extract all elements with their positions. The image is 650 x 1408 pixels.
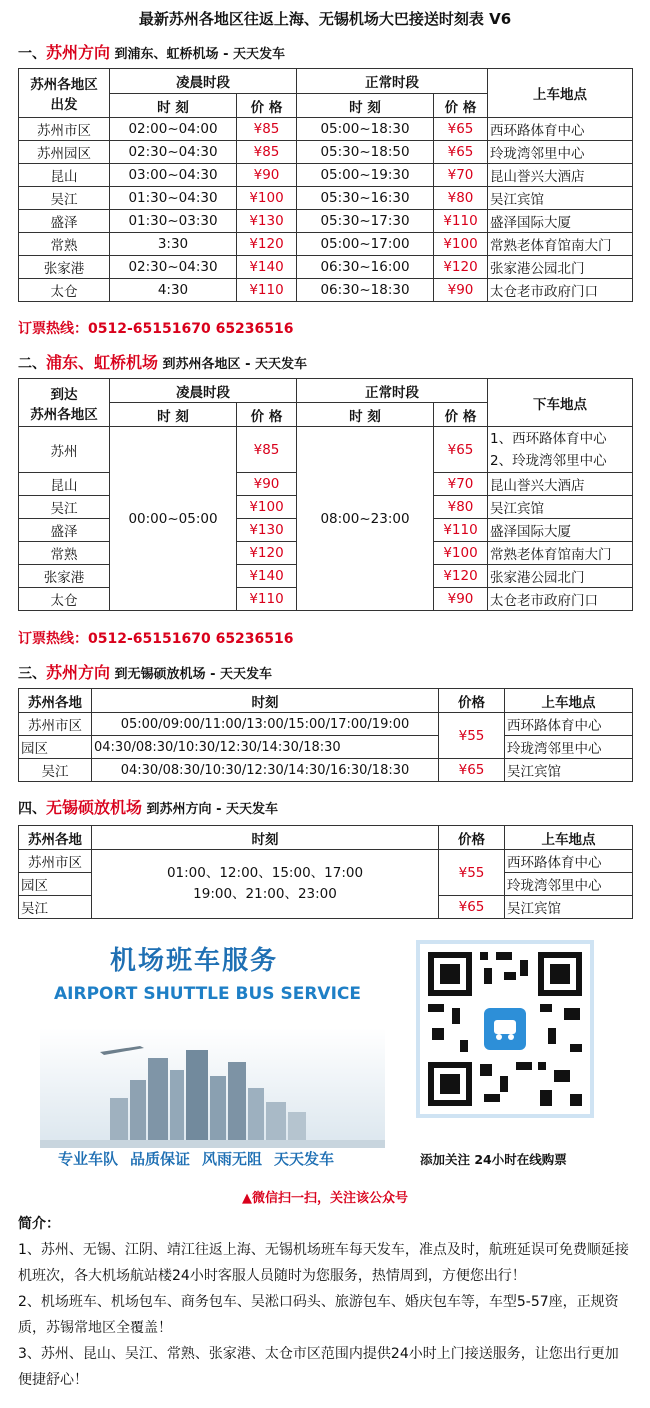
page-title: 最新苏州各地区往返上海、无锡机场大巴接送时刻表 V6: [138, 10, 512, 28]
table-row: 苏州市区 05:00/09:00/11:00/13:00/15:00/17:00/19:00 ¥55 西环路体育中心: [19, 713, 633, 736]
table-row: 吴江 ¥100 ¥80 吴江宾馆: [19, 496, 633, 519]
section4-heading: [18, 795, 278, 818]
schedule-cell: 01:00、12:00、15:00、17:00 19:00、21:00、23:00: [92, 850, 439, 919]
section1-rest: 到浦东、虹桥机场 - 天天发车: [110, 47, 285, 62]
banner-slogans: 专业车队 品质保证 风雨无阻 天天发车: [58, 1150, 335, 1168]
intro-paragraph-2: 2、机场班车、机场包车、商务包车、吴淞口码头、旅游包车、婚庆包车等，车型5-57座，正规资质，苏锡常地区全覆盖！: [18, 1294, 619, 1336]
section1-table: [18, 68, 633, 302]
header-price: 价格: [439, 689, 505, 713]
section2-highlight: 浦东、虹桥机场: [46, 353, 159, 372]
table-row: 盛泽 01:30~03:30 ¥130 05:30~17:30 ¥110 盛泽国际大厦: [19, 210, 633, 233]
table-row: 苏州市区 01:00、12:00、15:00、17:00 19:00、21:00、23:00 ¥55 西环路体育中心: [19, 850, 633, 873]
section4-rest: 到苏州方向 - 天天发车: [142, 802, 278, 817]
section2-num: 二、: [18, 356, 46, 372]
header-time: 时刻: [92, 689, 439, 713]
section3-num: 三、: [18, 666, 46, 682]
header-early-price: 价 格: [237, 94, 297, 118]
section1-num: 一、: [18, 46, 46, 62]
table-row: 吴江 01:30~04:30 ¥100 05:30~16:30 ¥80 吴江宾馆: [19, 187, 633, 210]
header-station: 上车地点: [488, 69, 633, 118]
section4-highlight: 无锡硕放机场: [46, 798, 143, 817]
table-row: 太仓 ¥110 ¥90 太仓老市政府门口: [19, 588, 633, 611]
service-banner: [40, 928, 610, 1173]
header-early: 凌晨时段: [110, 379, 297, 403]
header-station: 上车地点: [505, 826, 633, 850]
table-row: 张家港 02:30~04:30 ¥140 06:30~16:00 ¥120 张家港公园北门: [19, 256, 633, 279]
normal-time-cell: 08:00~23:00: [297, 427, 434, 611]
qr-code-image[interactable]: [416, 940, 594, 1118]
city-skyline-image: [40, 1028, 385, 1148]
header-early: 凌晨时段: [110, 69, 297, 94]
table-row: 昆山 ¥90 ¥70 昆山誉兴大酒店: [19, 473, 633, 496]
section2-heading: [18, 350, 307, 373]
header-region: 苏州各地区 出发: [19, 69, 110, 118]
header-price: 价格: [439, 826, 505, 850]
header-region: 苏州各地: [19, 689, 92, 713]
header-early-time: 时 刻: [110, 94, 237, 118]
table-row: 昆山 03:00~04:30 ¥90 05:00~19:30 ¥70 昆山誉兴大酒店: [19, 164, 633, 187]
header-normal-price: 价 格: [434, 94, 488, 118]
table-row: 盛泽 ¥130 ¥110 盛泽国际大厦: [19, 519, 633, 542]
header-time: 时刻: [92, 826, 439, 850]
header-normal: 正常时段: [297, 379, 488, 403]
header-station: 上车地点: [505, 689, 633, 713]
section2-table: [18, 378, 633, 611]
hotline-2: 订票热线：0512-65151670 65236516: [18, 631, 294, 647]
section3-rest: 到无锡硕放机场 - 天天发车: [110, 667, 272, 682]
table-row: 太仓 4:30 ¥110 06:30~18:30 ¥90 太仓老市政府门口: [19, 279, 633, 302]
table-row: 苏州园区 02:30~04:30 ¥85 05:30~18:50 ¥65 玲珑湾邻里中心: [19, 141, 633, 164]
qr-caption: 添加关注 24小时在线购票: [420, 1152, 567, 1167]
section4-num: 四、: [18, 801, 46, 817]
header-early-price: 价 格: [237, 403, 297, 427]
table-row: 园区 04:30/08:30/10:30/12:30/14:30/18:30 玲珑湾邻里中心: [19, 736, 633, 759]
section3-table: [18, 688, 633, 782]
section1-highlight: 苏州方向: [46, 43, 111, 62]
section2-rest: 到苏州各地区 - 天天发车: [158, 357, 307, 372]
header-region: 到达 苏州各地区: [19, 379, 110, 427]
table-row: 张家港 ¥140 ¥120 张家港公园北门: [19, 565, 633, 588]
shared-price-cell: ¥55: [439, 850, 505, 896]
section3-heading: [18, 660, 272, 683]
table-row: 常熟 ¥120 ¥100 常熟老体育馆南大门: [19, 542, 633, 565]
section3-highlight: 苏州方向: [46, 663, 111, 682]
table-row: 苏州市区 02:00~04:00 ¥85 05:00~18:30 ¥65 西环路体育中心: [19, 118, 633, 141]
early-time-cell: 00:00~05:00: [110, 427, 237, 611]
section4-table: [18, 825, 633, 919]
banner-title: 机场班车服务: [110, 946, 279, 976]
header-station: 下车地点: [488, 379, 633, 427]
table-row: 常熟 3:30 ¥120 05:00~17:00 ¥100 常熟老体育馆南大门: [19, 233, 633, 256]
header-normal: 正常时段: [297, 69, 488, 94]
shared-price-cell: ¥55: [439, 713, 505, 759]
table-row: 吴江 ¥65 吴江宾馆: [19, 896, 633, 919]
header-early-time: 时 刻: [110, 403, 237, 427]
table-row: 园区 玲珑湾邻里中心: [19, 873, 633, 896]
table-row: 吴江 04:30/08:30/10:30/12:30/14:30/16:30/18:30 ¥65 吴江宾馆: [19, 759, 633, 782]
table-row: 苏州 00:00~05:00 ¥85 08:00~23:00 ¥65 1、西环路体育中心 2、玲珑湾邻里中心: [19, 427, 633, 473]
header-normal-price: 价 格: [434, 403, 488, 427]
header-region: 苏州各地: [19, 826, 92, 850]
wechat-note: ▲微信扫一扫，关注该公众号: [242, 1191, 408, 1206]
banner-title-en: AIRPORT SHUTTLE BUS SERVICE: [54, 984, 361, 1004]
header-normal-time: 时 刻: [297, 403, 434, 427]
hotline-1: 订票热线：0512-65151670 65236516: [18, 321, 294, 337]
header-normal-time: 时 刻: [297, 94, 434, 118]
intro-paragraph-3: 3、苏州、昆山、吴江、常熟、张家港、太仓市区范围内提供24小时上门接送服务，让您出行更加便捷舒心！: [18, 1346, 619, 1388]
section1-heading: [18, 40, 285, 63]
intro-heading: 简介：: [18, 1216, 60, 1232]
intro-paragraph-1: 1、苏州、无锡、江阴、靖江往返上海、无锡机场班车每天发车，准点及时，航班延误可免费顺延接机班次，各大机场航站楼24小时客服人员随时为您服务，热情周到，方便您出行！: [18, 1242, 629, 1284]
